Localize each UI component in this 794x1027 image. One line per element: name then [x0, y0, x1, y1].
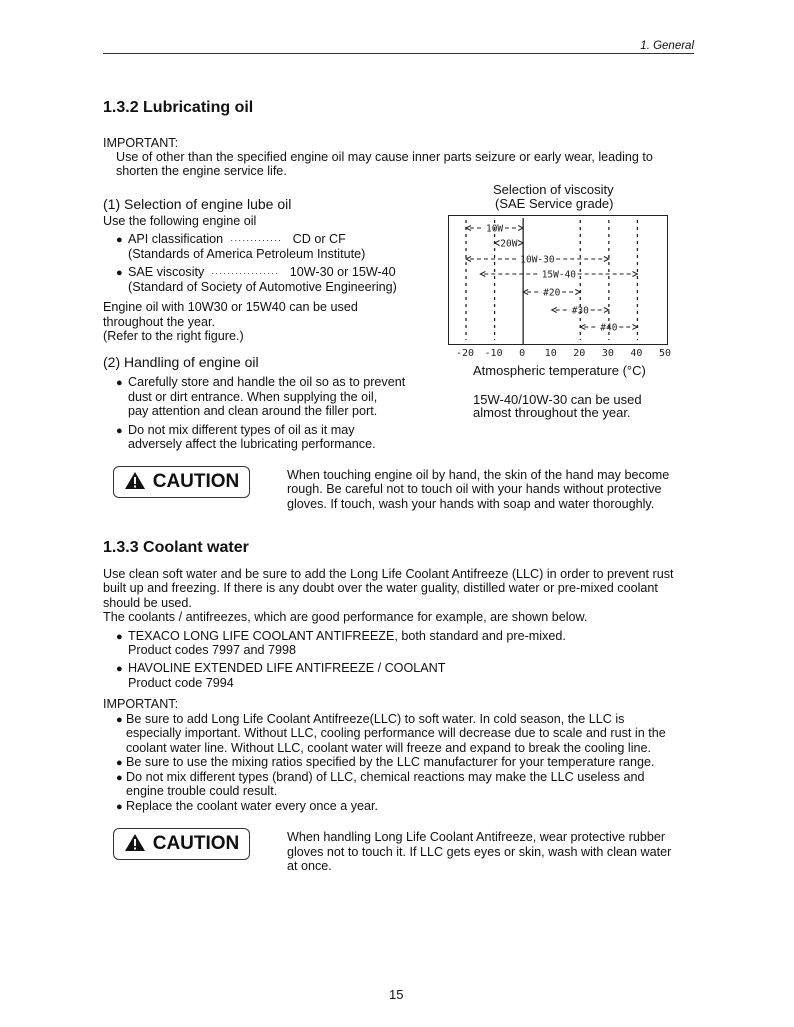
chart-tick-label: 40 [630, 348, 643, 359]
coolant-important-line: especially important. Without LLC, cooling performance will decrease due to scale and rust in the [126, 726, 666, 740]
chart-range-bar [552, 306, 609, 317]
chart-range-bar [466, 255, 609, 266]
handling-line: pay attention and clean around the filler port. [128, 404, 378, 418]
coolant-important-line: Be sure to use the mixing ratios specified by the LLC manufacturer for your temperature range. [126, 755, 655, 769]
caution-text-line: gloves not to touch it. If LLC gets eyes or skin, wash with clean water [287, 845, 672, 859]
bullet-icon: ● [116, 757, 123, 769]
product-line: Product codes 7997 and 7998 [128, 643, 297, 657]
bullet-icon: ● [116, 377, 123, 389]
coolant-important-line: engine trouble could result. [126, 784, 278, 798]
bullet-icon: ● [116, 234, 123, 246]
note-line: Engine oil with 10W30 or 15W40 can be used [103, 300, 358, 314]
chart-range-bar [580, 323, 637, 334]
chart-tick-label: -20 [455, 348, 475, 359]
chart-caption-line: almost throughout the year. [473, 405, 631, 420]
chart-x-ticks [440, 344, 680, 360]
chart-grade-label: #30 [571, 305, 589, 317]
product-line: Product code 7994 [128, 676, 234, 690]
chart-tick-label: 30 [601, 348, 614, 359]
handling-line: adversely affect the lubricating performance. [128, 437, 376, 451]
chart-range-bar [466, 224, 523, 235]
chart-range-bar [495, 239, 524, 250]
header-rule [103, 53, 694, 54]
important-label: IMPORTANT: [103, 136, 179, 150]
caution-text-line: When touching engine oil by hand, the skin of the hand may become [287, 468, 670, 482]
coolant-important-line: Replace the coolant water every once a year. [126, 799, 379, 813]
viscosity-chart-svg [449, 216, 667, 344]
chart-range-bar [480, 270, 637, 281]
section-title-lubricating-oil: 1.3.2 Lubricating oil [103, 99, 254, 116]
coolant-important-line: Do not mix different types (brand) of LLC, chemical reactions may make the LLC useless and [126, 770, 645, 784]
caution-text-line: gloves. If touch, wash your hands with soap and water thoroughly. [287, 497, 655, 511]
running-header: 1. General [640, 40, 694, 52]
note-line: throughout the year. [103, 315, 216, 329]
sae-value: 10W-30 or 15W-40 [289, 265, 396, 279]
caution-text-line: When handling Long Life Coolant Antifreeze, wear protective rubber [287, 830, 666, 844]
bullet-icon: ● [116, 714, 123, 726]
chart-tick-label: -10 [484, 348, 503, 359]
chart-title-line: Selection of viscosity [493, 182, 614, 197]
chart-grade-label: 15W-40 [541, 269, 577, 281]
chart-caption-line: 15W-40/10W-30 can be used [473, 392, 642, 407]
chart-x-label: Atmospheric temperature (°C) [473, 363, 646, 378]
chart-tick-label: 20 [573, 348, 586, 359]
important-text-line: Use of other than the specified engine oil may cause inner parts seizure or early wear, leading to [116, 150, 653, 164]
sae-label: SAE viscosity [128, 265, 205, 279]
caution-label-box [113, 466, 250, 498]
subsection-title-handling: (2) Handling of engine oil [103, 354, 259, 370]
warning-icon [124, 471, 146, 493]
viscosity-chart [448, 215, 668, 345]
product-line: HAVOLINE EXTENDED LIFE ANTIFREEZE / COOLANT [128, 661, 446, 675]
page-number: 15 [389, 987, 404, 1002]
handling-line: dust or dirt entrance. When supplying the oil, [128, 390, 378, 404]
caution-text-line: rough. Be careful not to touch oil with your hands without protective [287, 482, 662, 496]
api-label: API classification [128, 232, 224, 246]
coolant-intro-line: The coolants / antifreezes, which are good performance for example, are shown below. [103, 610, 588, 624]
chart-tick-label: 0 [519, 348, 526, 359]
note-line: (Refer to the right figure.) [103, 329, 244, 343]
chart-grade-label: 20W [500, 238, 518, 250]
api-value: CD or CF [292, 232, 346, 246]
api-row [128, 232, 346, 248]
coolant-intro-line: built up and freezing. If there is any doubt over the water guality, distilled water or pre-mixed coolant [103, 581, 658, 595]
coolant-important-line: Be sure to add Long Life Coolant Antifreeze(LLC) to soft water. In cold season, the LLC is [126, 712, 625, 726]
caution-label: CAUTION [152, 832, 240, 854]
sae-row [128, 265, 396, 281]
leader-dots: ················· [207, 268, 287, 278]
bullet-icon: ● [116, 663, 123, 675]
caution-text-line: at once. [287, 859, 332, 873]
caution-label-box [113, 828, 250, 860]
chart-range-bar [523, 288, 580, 299]
warning-icon [124, 833, 146, 855]
api-standard: (Standards of America Petroleum Institute) [128, 247, 366, 261]
coolant-intro-line: should be used. [103, 596, 192, 610]
leader-dots: ············· [226, 235, 290, 245]
selection-intro: Use the following engine oil [103, 214, 257, 228]
bullet-icon: ● [116, 425, 123, 437]
chart-grade-label: 10W-30 [520, 254, 555, 266]
chart-grade-label: #40 [600, 322, 618, 334]
product-line: TEXACO LONG LIFE COOLANT ANTIFREEZE, both standard and pre-mixed. [128, 629, 566, 643]
chart-title-line: (SAE Service grade) [495, 196, 614, 211]
bullet-icon: ● [116, 631, 123, 643]
bullet-icon: ● [116, 801, 123, 813]
chart-tick-label: 50 [658, 348, 672, 359]
handling-line: Carefully store and handle the oil so as to prevent [128, 375, 406, 389]
important-text-line: shorten the engine service life. [116, 164, 287, 178]
sae-standard: (Standard of Society of Automotive Engineering) [128, 280, 397, 294]
bullet-icon: ● [116, 772, 123, 784]
bullet-icon: ● [116, 267, 123, 279]
chart-grade-label: #20 [543, 287, 561, 299]
coolant-intro-line: Use clean soft water and be sure to add the Long Life Coolant Antifreeze (LLC) in order to prevent rust [103, 567, 674, 581]
section-title-coolant-water: 1.3.3 Coolant water [103, 539, 249, 556]
chart-tick-label: 10 [544, 348, 557, 359]
handling-line: Do not mix different types of oil as it may [128, 423, 355, 437]
subsection-title-selection: (1) Selection of engine lube oil [103, 196, 292, 212]
coolant-important-line: coolant water line. Without LLC, coolant water will freeze and expand to break the cooling line. [126, 741, 652, 755]
caution-label: CAUTION [152, 470, 240, 492]
chart-grade-label: 10W [485, 223, 504, 235]
coolant-important-label: IMPORTANT: [103, 697, 179, 711]
